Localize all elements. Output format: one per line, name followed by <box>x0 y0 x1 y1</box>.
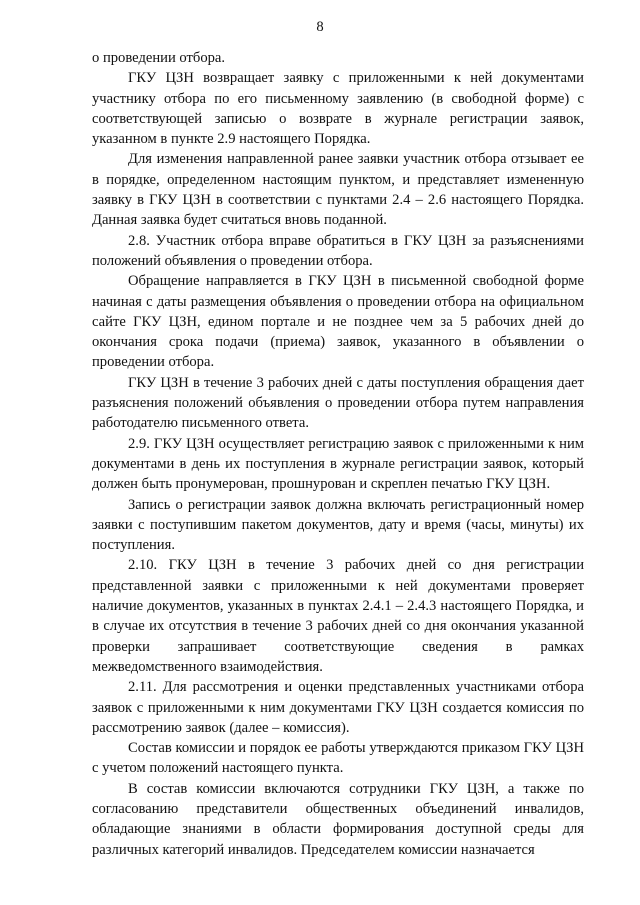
paragraph: 2.10. ГКУ ЦЗН в течение 3 рабочих дней со дня регистрации представленной заявки с приложенными к ней документами проверяет наличие документов, указанных в пунктах 2.4.1 – 2.4.3 настоящего Порядка, и в случае их отсутствия в течение 3 рабочих дней со дня окончания указанной проверки запрашивает соответствующие сведения в рамках межведомственного взаимодействия. <box>92 557 584 675</box>
paragraph: 2.11. Для рассмотрения и оценки представленных участниками отбора заявок с приложенными к ним документами ГКУ ЦЗН создается комиссия по рассмотрению заявок (далее – комиссия). <box>92 679 584 736</box>
paragraph: Обращение направляется в ГКУ ЦЗН в письменной свободной форме начиная с даты размещения объявления о проведении отбора на официальном сайте ГКУ ЦЗН, едином портале и не позднее чем за 5 рабочих дней до окончания срока подачи (приема) заявок, указанного в объявлении о проведении отбора. <box>92 273 584 371</box>
paragraph: о проведении отбора. <box>92 50 226 66</box>
paragraph: В состав комиссии включаются сотрудники ГКУ ЦЗН, а также по согласованию представители общественных объединений инвалидов, обладающие знаниями в области формирования доступной среды для различных категорий инвалидов. Председателем комиссии назначается <box>92 780 584 858</box>
paragraph: ГКУ ЦЗН в течение 3 рабочих дней с даты поступления обращения дает разъяснения положений объявления о проведении отбора путем направления работодателю письменного ответа. <box>92 374 584 432</box>
paragraph: 2.9. ГКУ ЦЗН осуществляет регистрацию заявок с приложенными к ним документами в день их поступления в журнале регистрации заявок, который должен быть пронумерован, прошнурован и скреплен печатью ГКУ ЦЗН. <box>92 435 584 493</box>
page-number: 8 <box>316 19 324 35</box>
document-body <box>92 48 584 860</box>
paragraph: Состав комиссии и порядок ее работы утверждаются приказом ГКУ ЦЗН с учетом положений настоящего пункта. <box>92 740 584 777</box>
paragraph: ГКУ ЦЗН возвращает заявку с приложенными к ней документами участнику отбора по его письменному заявлению (в свободной форме) с соответствующей записью о возврате в журнале регистрации заявок, указанном в пункте 2.9 настоящего Порядка. <box>92 70 584 148</box>
paragraph: Для изменения направленной ранее заявки участник отбора отзывает ее в порядке, определенном настоящим пунктом, и представляет измененную заявку в ГКУ ЦЗН в соответствии с пунктами 2.4 – 2.6 настоящего Порядка. Данная заявка будет считаться вновь поданной. <box>92 151 584 229</box>
paragraph: 2.8. Участник отбора вправе обратиться в ГКУ ЦЗН за разъяснениями положений объявления о проведении отбора. <box>92 232 584 269</box>
paragraph: Запись о регистрации заявок должна включать регистрационный номер заявки с поступившим пакетом документов, дату и время (часы, минуты) их поступления. <box>92 496 584 554</box>
